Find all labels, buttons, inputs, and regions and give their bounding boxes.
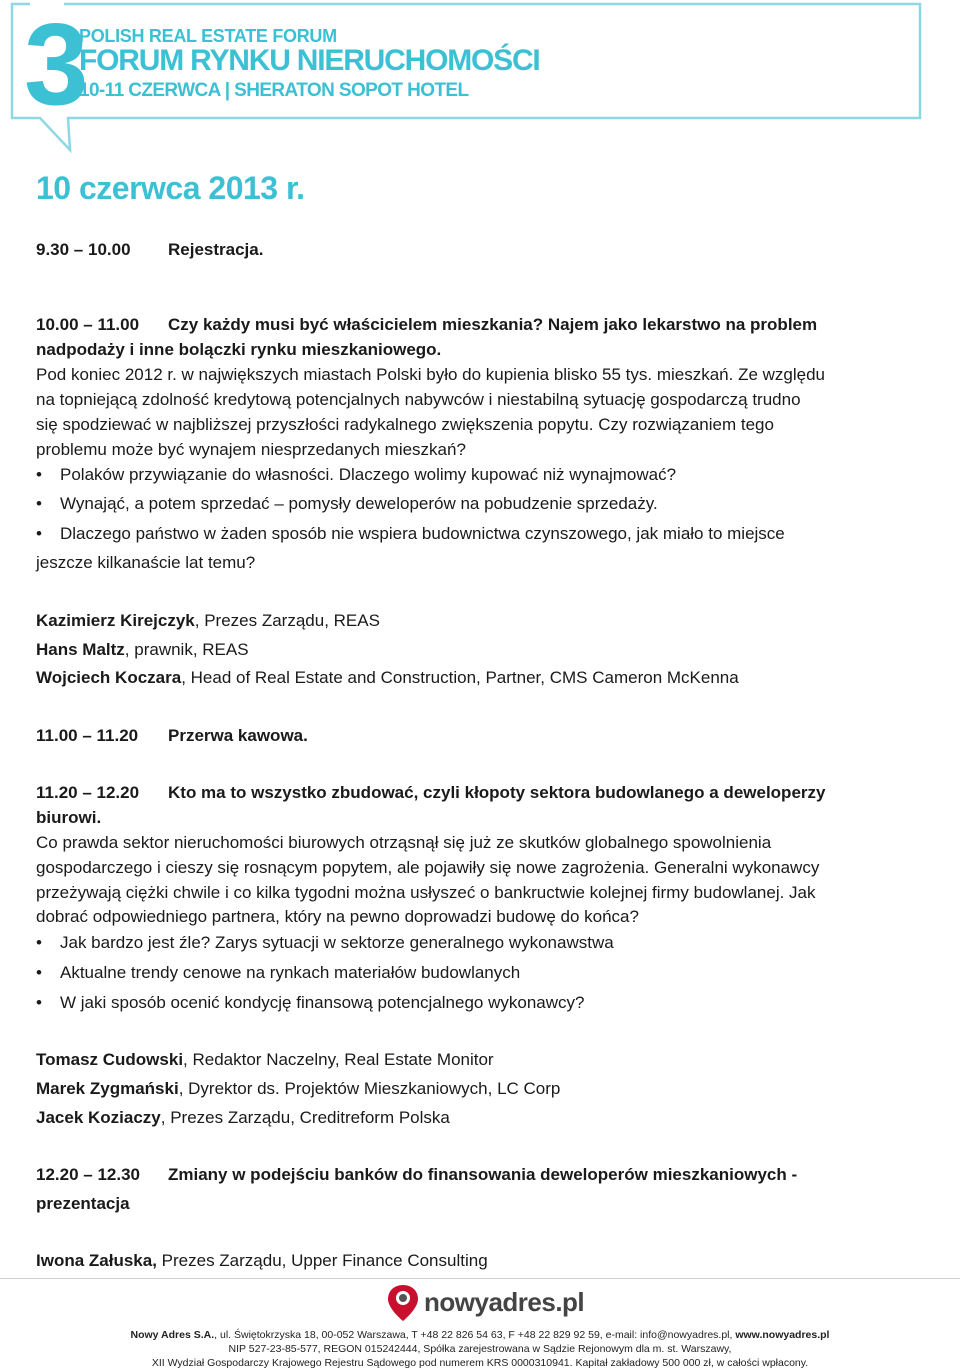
session-description-line: się spodziewać w najbliższej przyszłości radykalnego zwiększenia popytu. Czy rozwiązaniem tego <box>36 415 774 434</box>
bullet-icon: • <box>36 933 42 952</box>
footer-company-name: Nowy Adres S.A. <box>130 1329 215 1341</box>
bullet-icon: • <box>36 524 42 543</box>
session-description-line: Co prawda sektor nieruchomości biurowych otrząsnął się już ze skutków globalnego spowolnienia <box>36 833 772 852</box>
banner-date-venue: 10-11 CZERWCA | SHERATON SOPOT HOTEL <box>79 80 469 101</box>
speaker-name: Jacek Koziaczy <box>36 1108 161 1127</box>
session-title-line <box>36 312 904 337</box>
speaker-role: , Prezes Zarządu, Creditreform Polska <box>160 1108 450 1127</box>
session-title: Przerwa kawowa. <box>168 726 308 745</box>
speaker <box>36 1105 904 1130</box>
speaker-role: , Prezes Zarządu, REAS <box>194 611 380 630</box>
topic-bullet-continuation: jeszcze kilkanaście lat temu? <box>36 553 256 572</box>
session-title-line: nadpodaży i inne bolączki rynku mieszkaniowego. <box>36 340 442 359</box>
session-title: Zmiany w podejściu banków do finansowania deweloperów mieszkaniowych - <box>168 1165 798 1184</box>
speaker-name: Marek Zygmański <box>36 1079 179 1098</box>
session-time: 10.00 – 11.00 <box>36 315 140 334</box>
bullet-icon: • <box>36 993 42 1012</box>
page-title: 10 czerwca 2013 r. <box>36 170 305 206</box>
nowyadres-logo <box>386 1283 585 1323</box>
footer-website-link[interactable]: www.nowyadres.pl <box>735 1329 830 1341</box>
footer-address: , ul. Świętokrzyska 18, 00-052 Warszawa, T +48 22 826 54 63, F +48 22 829 92 59, e-mail: info@nowyadres.pl, <box>214 1329 736 1341</box>
bullet-icon: • <box>36 963 42 982</box>
banner-subtitle: POLISH REAL ESTATE FORUM <box>79 26 337 46</box>
speaker-role: , Redaktor Naczelny, Real Estate Monitor <box>183 1050 494 1069</box>
speaker <box>36 1248 904 1273</box>
session-title-line <box>36 1162 904 1187</box>
footer-company-line <box>0 1328 960 1342</box>
session-title-line: biurowi. <box>36 808 102 827</box>
speaker <box>36 1047 904 1072</box>
footer-divider <box>0 1278 960 1279</box>
footer-registration-line: NIP 527-23-85-577, REGON 015242444, Spółka zarejestrowana w Sądzie Rejonowym dla m. st. Warszawy, <box>228 1343 732 1355</box>
session-time: 12.20 – 12.30 <box>36 1165 140 1184</box>
speaker-role: , Dyrektor ds. Projektów Mieszkaniowych, LC Corp <box>178 1079 561 1098</box>
speaker-name: Hans Maltz <box>36 640 125 659</box>
session-description-line: przeżywają ciężki chwile i co kilka tygodni można usłyszeć o bankructwie kolejnej firmy budowlanej. Jak <box>36 883 816 902</box>
speaker-name: Wojciech Koczara <box>36 668 182 687</box>
map-pin-icon <box>386 1283 420 1323</box>
speaker <box>36 637 904 662</box>
banner-title: FORUM RYNKU NIERUCHOMOŚCI <box>79 44 540 77</box>
session-description-line: dobrać odpowiedniego partnera, który na pewno doprowadzi budowę do końca? <box>36 907 639 926</box>
speaker-role: , Head of Real Estate and Construction, Partner, CMS Cameron McKenna <box>181 668 739 687</box>
session-title: Rejestracja. <box>168 240 264 259</box>
session-title: Kto ma to wszystko zbudować, czyli kłopoty sektora budowlanego a deweloperzy <box>168 783 826 802</box>
forum-edition-number: 3 <box>24 0 85 129</box>
session-registration <box>36 237 904 262</box>
session-description-line: problemu może być wynajem niesprzedanych mieszkań? <box>36 440 466 459</box>
session-description-line: Pod koniec 2012 r. w największych miastach Polski było do kupienia blisko 55 tys. mieszkań. Ze względu <box>36 365 825 384</box>
speaker <box>36 665 904 690</box>
session-time: 9.30 – 10.00 <box>36 240 131 259</box>
session-description-line: na topniejącą zdolność kredytową potencjalnych nabywców i niestabilną sytuację gospodarczą trudno <box>36 390 801 409</box>
speaker <box>36 608 904 633</box>
speaker-name: Kazimierz Kirejczyk <box>36 611 195 630</box>
speaker-name: Iwona Załuska, <box>36 1251 157 1270</box>
speaker-role: , prawnik, REAS <box>124 640 249 659</box>
bullet-icon: • <box>36 494 42 513</box>
forum-banner <box>0 0 960 160</box>
logo-text: nowyadres.pl <box>424 1287 585 1317</box>
bullet-icon: • <box>36 465 42 484</box>
session-time: 11.20 – 12.20 <box>36 783 140 802</box>
session-coffee-break <box>36 723 904 748</box>
speaker <box>36 1076 904 1101</box>
session-description-line: gospodarczego i cieszy się rosnącym popytem, ale pojawiły się nowe zagrożenia. Generalni wykonawcy <box>36 858 820 877</box>
session-title-line: prezentacja <box>36 1194 130 1213</box>
session-title-line <box>36 780 904 805</box>
footer-capital-line: XII Wydział Gospodarczy Krajowego Rejestru Sądowego pod numerem KRS 0000310941. Kapitał zakładowy 500 000 zł, w całości wpłacony. <box>151 1357 809 1369</box>
session-time: 11.00 – 11.20 <box>36 726 139 745</box>
session-title: Czy każdy musi być właścicielem mieszkania? Najem jako lekarstwo na problem <box>168 315 818 334</box>
speaker-name: Tomasz Cudowski <box>36 1050 184 1069</box>
speaker-role: Prezes Zarządu, Upper Finance Consulting <box>156 1251 488 1270</box>
